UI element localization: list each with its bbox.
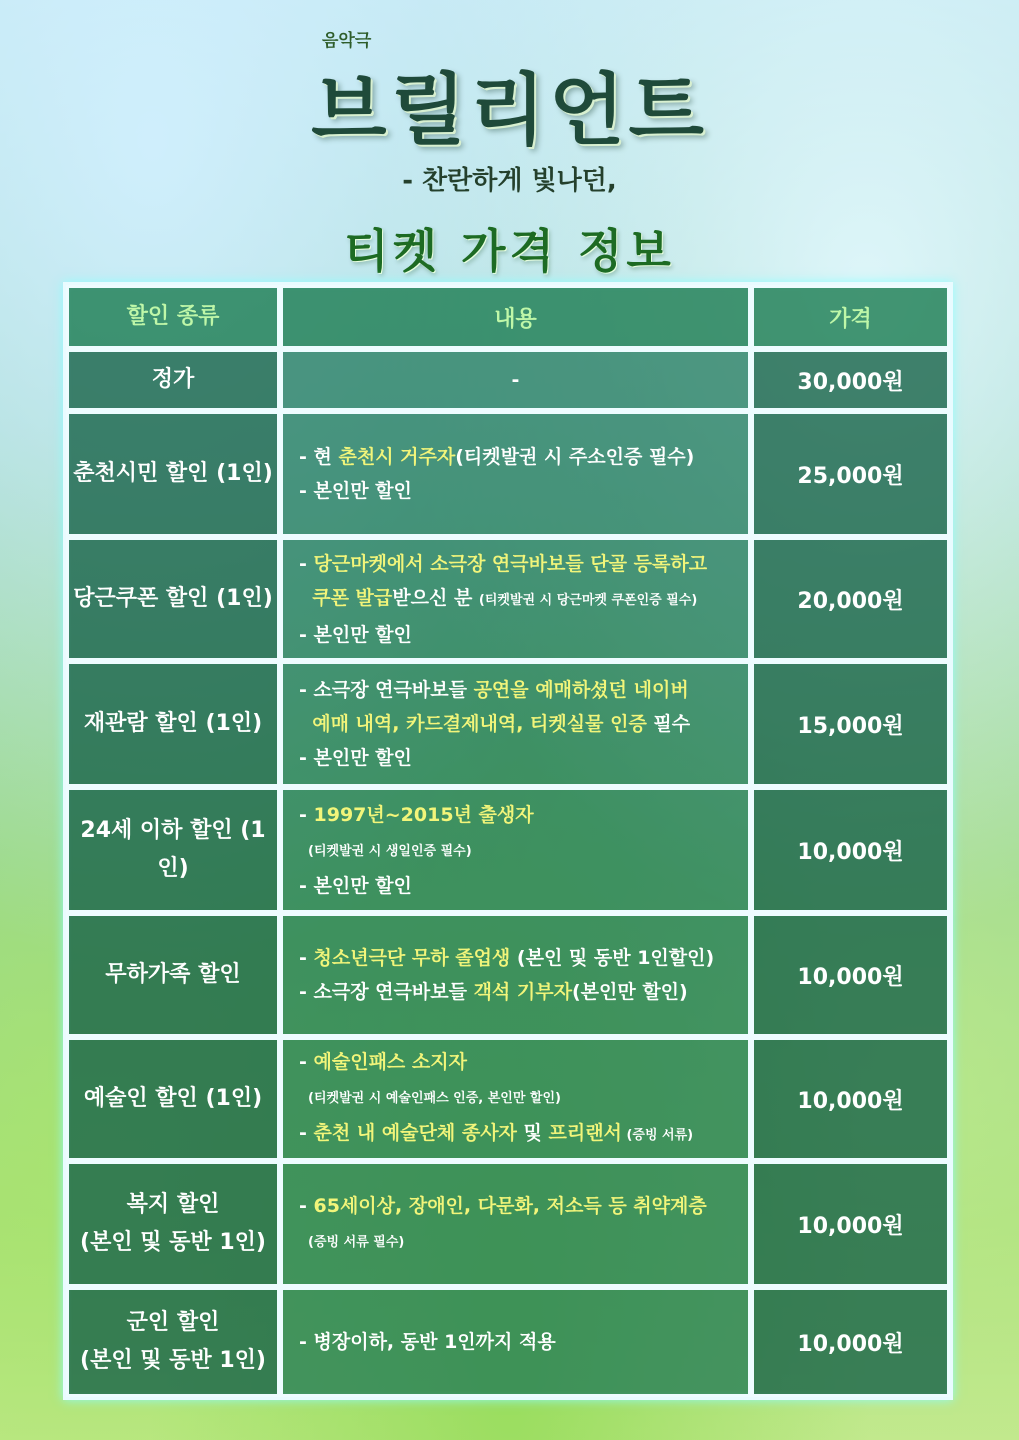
highlight-text: 청소년극단 무하 졸업생 — [313, 947, 511, 969]
content-line — [299, 547, 707, 581]
content-text: (티켓발권 시 당근마켓 쿠폰인증 필수) — [478, 592, 698, 608]
highlight-text: 당근마켓에서 소극장 연극바보들 단골 등록하고 — [313, 552, 708, 575]
discount-type-cell — [66, 787, 280, 913]
discount-type-label: 24세 이하 할인 (1인) — [80, 818, 266, 881]
highlight-text: 객석 기부자 — [473, 981, 572, 1003]
content-text: - 본인만 할인 — [299, 874, 412, 897]
content-text: 및 — [516, 1122, 549, 1144]
discount-type-cell — [66, 1161, 280, 1287]
discount-type-label: 군인 할인 — [126, 1310, 220, 1335]
discount-content-cell — [280, 1161, 751, 1287]
discount-content-cell — [280, 661, 751, 787]
content-line — [299, 741, 412, 775]
content-line — [299, 975, 688, 1009]
content-line — [299, 1045, 467, 1079]
price-cell: 10,000원 — [751, 787, 950, 913]
content-text: (증빙 서류) — [621, 1128, 694, 1143]
content-text: (티켓발권 시 예술인패스 인증, 본인만 할인) — [299, 1091, 561, 1106]
price-table — [63, 282, 953, 1400]
content-text: (본인 및 동반 1인할인) — [510, 947, 715, 969]
price-cell: 20,000원 — [751, 537, 950, 661]
content-line — [299, 1223, 404, 1260]
content-text: - — [299, 1051, 314, 1073]
content-text: - 소극장 연극바보들 — [299, 679, 474, 701]
content-text: - — [299, 1194, 314, 1217]
content-line — [299, 440, 694, 474]
price-cell: 10,000원 — [751, 913, 950, 1037]
content-text: 받으신 분 — [392, 586, 479, 609]
table-row — [66, 411, 950, 537]
highlight-text: 프리랜서 — [548, 1122, 622, 1144]
table-row — [66, 913, 950, 1037]
content-text: - 본인만 할인 — [299, 623, 412, 646]
discount-content-cell — [280, 537, 751, 661]
price-cell: 15,000원 — [751, 661, 950, 787]
table-row — [66, 787, 950, 913]
highlight-text: 춘천 내 예술단체 종사자 — [313, 1122, 517, 1144]
discount-content-cell — [280, 787, 751, 913]
content-text: - 본인만 할인 — [299, 747, 412, 769]
table-row — [66, 349, 950, 411]
content-line — [299, 673, 689, 707]
content-text — [299, 713, 312, 735]
discount-type-cell — [66, 661, 280, 787]
highlight-text: 1997년~2015년 출생자 — [313, 803, 534, 826]
header-content: 내용 — [280, 285, 751, 349]
price-cell: 30,000원 — [751, 349, 950, 411]
content-line — [299, 941, 714, 975]
content-line — [512, 363, 520, 397]
discount-type-cell — [66, 537, 280, 661]
discount-content-cell — [280, 1037, 751, 1161]
discount-content-cell — [280, 913, 751, 1037]
content-line — [299, 474, 412, 508]
table-row — [66, 1287, 950, 1397]
content-text: - — [299, 552, 314, 575]
highlight-text: 춘천시 거주자 — [338, 446, 456, 468]
highlight-text: 공연을 예매하셨던 네이버 — [473, 679, 689, 701]
table-row — [66, 1037, 950, 1161]
discount-type-sublabel: (본인 및 동반 1인) — [80, 1230, 266, 1255]
table-header-row — [66, 285, 950, 349]
highlight-text: 예술인패스 소지자 — [313, 1051, 467, 1073]
content-line — [299, 798, 534, 832]
highlight-text: 예매 내역, 카드결제내역, 티켓실물 인증 — [312, 713, 647, 735]
highlight-text: 쿠폰 발급 — [312, 586, 393, 609]
content-text: - — [299, 1122, 314, 1144]
discount-type-label: 무하가족 할인 — [105, 962, 241, 987]
discount-type-cell — [66, 349, 280, 411]
header-price: 가격 — [751, 285, 950, 349]
content-line — [299, 1079, 561, 1116]
discount-type-cell — [66, 1037, 280, 1161]
content-text: - — [299, 803, 314, 826]
poster-header — [0, 0, 1019, 285]
genre-label: 음악극 — [322, 31, 372, 51]
discount-type-label: 춘천시민 할인 (1인) — [73, 461, 273, 486]
content-line — [299, 832, 472, 869]
discount-type-label: 재관람 할인 (1인) — [83, 711, 263, 736]
table-row — [66, 1161, 950, 1287]
discount-content-cell — [280, 411, 751, 537]
tagline: - 찬란하게 빛나던, — [402, 166, 617, 196]
content-text: (티켓발권 시 생일인증 필수) — [299, 843, 472, 859]
content-line — [299, 869, 412, 903]
discount-type-cell — [66, 913, 280, 1037]
content-line — [299, 581, 697, 618]
content-line — [299, 618, 412, 652]
content-line — [299, 1325, 556, 1359]
discount-content-cell — [280, 349, 751, 411]
table-row — [66, 537, 950, 661]
discount-type-label: 정가 — [151, 367, 195, 392]
content-text: - — [299, 947, 314, 969]
price-cell: 25,000원 — [751, 411, 950, 537]
content-line — [299, 707, 690, 741]
content-text: - 소극장 연극바보들 — [299, 981, 474, 1003]
content-text — [299, 587, 312, 609]
content-text: 필수 — [646, 713, 691, 735]
price-cell: 10,000원 — [751, 1161, 950, 1287]
discount-type-label: 예술인 할인 (1인) — [83, 1086, 263, 1111]
table-row — [66, 661, 950, 787]
discount-type-label: 당근쿠폰 할인 (1인) — [73, 586, 273, 611]
discount-content-cell — [280, 1287, 751, 1397]
highlight-text: 65세이상, 장애인, 다문화, 저소득 등 취약계층 — [313, 1194, 707, 1217]
content-text: - 본인만 할인 — [299, 480, 412, 502]
discount-type-cell — [66, 1287, 280, 1397]
header-discount-type: 할인 종류 — [66, 285, 280, 349]
price-cell: 10,000원 — [751, 1037, 950, 1161]
discount-type-sublabel: (본인 및 동반 1인) — [80, 1348, 266, 1373]
show-title: 브릴리언트 — [311, 65, 708, 156]
discount-type-cell — [66, 411, 280, 537]
discount-type-label: 복지 할인 — [126, 1192, 220, 1217]
price-cell: 10,000원 — [751, 1287, 950, 1397]
content-text: - 병장이하, 동반 1인까지 적용 — [299, 1331, 556, 1353]
content-line — [299, 1189, 707, 1223]
content-line — [299, 1116, 693, 1153]
content-text: - — [511, 369, 520, 391]
content-text: - 현 — [299, 446, 339, 468]
content-text: (본인만 할인) — [571, 981, 688, 1003]
content-text: (티켓발권 시 주소인증 필수) — [455, 446, 695, 468]
section-title: 티켓 가격 정보 — [344, 224, 675, 278]
content-text: (증빙 서류 필수) — [299, 1234, 405, 1250]
